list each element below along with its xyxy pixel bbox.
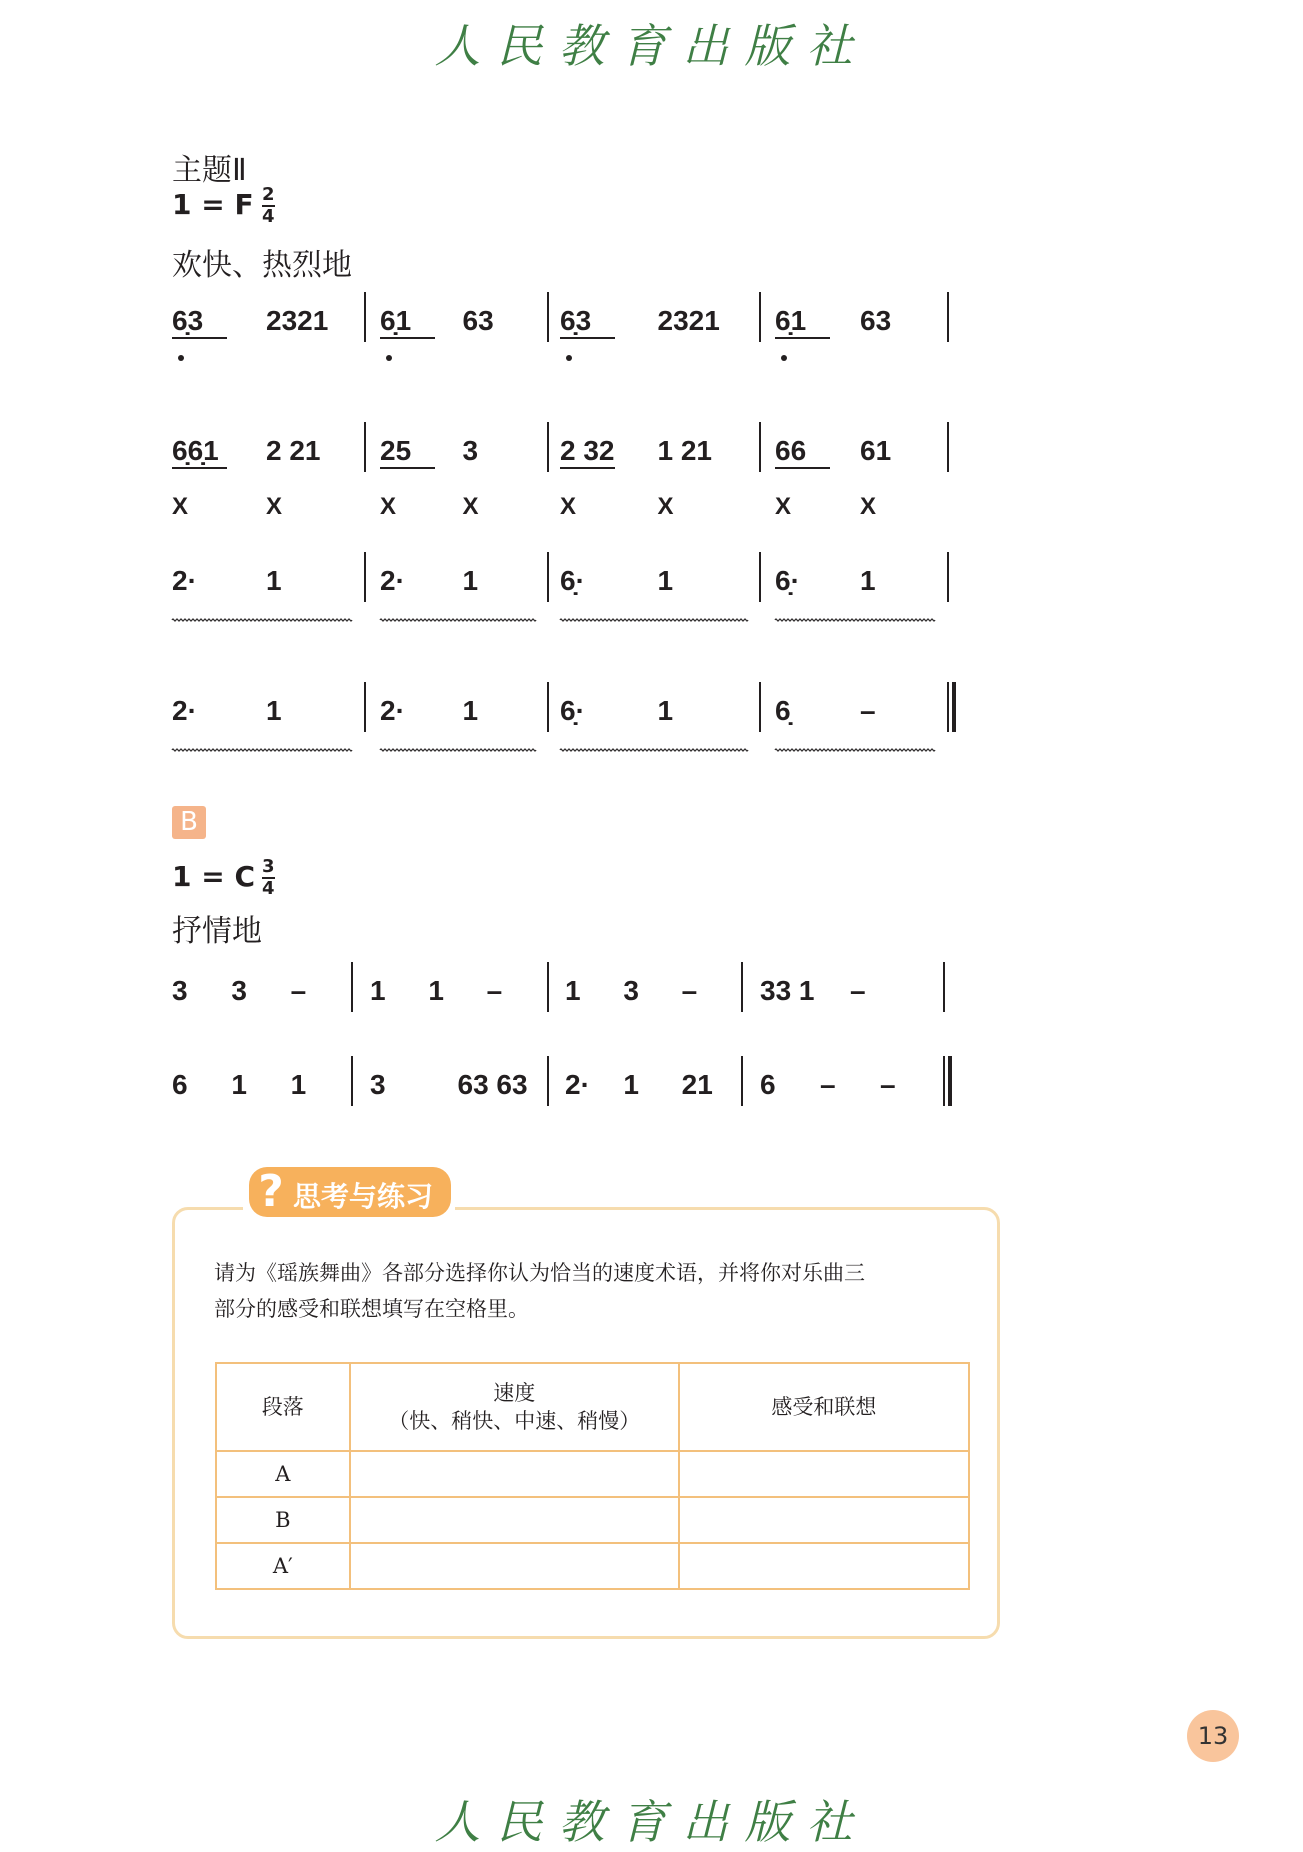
measure-note: 3 <box>623 975 639 1006</box>
measure-note: 2321 <box>266 305 329 336</box>
measure-note: 6̣1 <box>380 305 412 336</box>
exercise-title-text: 思考与练习 <box>293 1180 434 1213</box>
measure-note: 6 <box>172 1069 188 1100</box>
measure-note: – <box>486 975 503 1006</box>
trill-line <box>775 619 935 621</box>
measure-note: 6̣· <box>560 565 585 596</box>
rhythm-x: X <box>172 493 189 520</box>
key-text: 1 = C <box>172 860 255 893</box>
measure-note: 1 <box>231 1069 247 1100</box>
measure-note: 21 <box>681 1069 713 1100</box>
meter-bottom: 4 <box>262 878 275 899</box>
page-number: 13 <box>1187 1710 1239 1762</box>
question-icon: ? <box>258 1166 284 1217</box>
section-b-marker: B <box>172 806 206 839</box>
octave-dot <box>178 355 184 361</box>
row-label: B <box>216 1497 350 1543</box>
measure-note: 2· <box>380 695 405 726</box>
feelings-answer-cell[interactable] <box>679 1543 969 1589</box>
measure-note: 1 <box>266 565 282 596</box>
theme-title: 主题Ⅱ <box>172 153 247 188</box>
row-label: A <box>216 1451 350 1497</box>
measure-note: 6 <box>760 1069 776 1100</box>
row-label: A′ <box>216 1543 350 1589</box>
exercise-title <box>249 1167 451 1217</box>
measure-note: – <box>860 695 876 726</box>
key-signature-b <box>172 856 275 899</box>
rhythm-x: X <box>462 493 479 520</box>
octave-dot <box>781 355 787 361</box>
header-feelings: 感受和联想 <box>679 1363 969 1451</box>
measure-note: 2 21 <box>266 435 321 466</box>
measure-note: 6̣· <box>775 565 800 596</box>
octave-dot <box>386 355 392 361</box>
trill-line <box>172 749 352 751</box>
measure-note: 1 <box>428 975 444 1006</box>
measure-note: 3 <box>231 975 247 1006</box>
publisher-logo-top: 人民教育出版社 <box>434 19 869 73</box>
measure-note: 61 <box>860 435 892 466</box>
meter-top: 3 <box>262 856 275 877</box>
measure-note: – <box>850 975 866 1006</box>
header-tempo <box>350 1363 679 1451</box>
meter-top: 2 <box>262 184 275 205</box>
measure-note: 66 <box>775 435 807 466</box>
measure-note: 1 <box>462 695 479 726</box>
table-row <box>216 1451 969 1497</box>
measure-note: 6̣3 <box>172 305 204 336</box>
measure-note: 3 <box>172 975 188 1006</box>
measure-note: 2· <box>380 565 405 596</box>
key-text: 1 = F <box>172 188 254 221</box>
measure-note: 6̣6̣1 <box>172 435 219 466</box>
tempo-marking-a: 欢快、热烈地 <box>172 248 352 283</box>
measure-note: 6̣1 <box>775 305 807 336</box>
table-row <box>216 1543 969 1589</box>
exercise-prompt <box>214 1255 954 1327</box>
measure-note: 3 <box>462 435 479 466</box>
measure-note: – <box>820 1069 836 1100</box>
measure-note: 1 <box>266 695 282 726</box>
trill-line <box>172 619 352 621</box>
rhythm-x: X <box>775 493 792 520</box>
measure-note: 63 <box>462 305 494 336</box>
prompt-line: 请为《瑶族舞曲》各部分选择你认为恰当的速度术语，并将你对乐曲三 <box>214 1261 865 1285</box>
measure-note: 2· <box>565 1069 590 1100</box>
tempo-answer-cell[interactable] <box>350 1497 679 1543</box>
measure-note: 1 <box>462 565 479 596</box>
measure-note: 2· <box>172 565 197 596</box>
meter-bottom: 4 <box>262 206 275 227</box>
measure-note: 1 <box>860 565 876 596</box>
exercise-tab <box>243 1163 455 1221</box>
measure-note: 1 <box>370 975 386 1006</box>
publisher-logo-bottom: 人民教育出版社 <box>434 1795 869 1849</box>
feelings-answer-cell[interactable] <box>679 1497 969 1543</box>
measure-note: 6̣3 <box>560 305 592 336</box>
measure-note: 6̣ <box>775 695 791 726</box>
rhythm-x: X <box>560 493 577 520</box>
header-section: 段落 <box>216 1363 350 1451</box>
trill-line <box>380 619 536 621</box>
rhythm-x: X <box>860 493 877 520</box>
measure-note: 1 <box>657 695 674 726</box>
trill-line <box>380 749 536 751</box>
table-row <box>216 1497 969 1543</box>
rhythm-x: X <box>380 493 397 520</box>
measure-note: 1 <box>565 975 581 1006</box>
measure-note: 1 <box>623 1069 639 1100</box>
measure-note: 1 21 <box>657 435 712 466</box>
octave-dot <box>566 355 572 361</box>
measure-note: – <box>290 975 307 1006</box>
measure-note: 2 32 <box>560 435 615 466</box>
measure-note: – <box>880 1069 896 1100</box>
measure-note: 25 <box>380 435 412 466</box>
measure-note: 1 <box>290 1069 307 1100</box>
measure-note: 1 <box>657 565 674 596</box>
header-tempo-line: 速度 <box>493 1381 536 1405</box>
measure-note: – <box>681 975 698 1006</box>
measure-note: 63 <box>860 305 892 336</box>
feelings-answer-cell[interactable] <box>679 1451 969 1497</box>
trill-line <box>560 749 748 751</box>
measure-note: 63 63 <box>457 1069 528 1100</box>
measure-note: 6̣· <box>560 695 585 726</box>
exercise-table <box>215 1362 970 1590</box>
tempo-answer-cell[interactable] <box>350 1543 679 1589</box>
measure-note: 2321 <box>657 305 720 336</box>
trill-line <box>775 749 935 751</box>
measure-note: 33 1 <box>760 975 815 1006</box>
rhythm-x: X <box>657 493 674 520</box>
time-signature-b <box>262 858 275 898</box>
measure-note: 3 <box>370 1069 386 1100</box>
measure-note: 2· <box>172 695 197 726</box>
tempo-marking-b: 抒情地 <box>172 914 262 949</box>
header-tempo-line: （快、稍快、中速、稍慢） <box>388 1409 641 1433</box>
prompt-line: 部分的感受和联想填写在空格里。 <box>214 1297 529 1321</box>
trill-line <box>560 619 748 621</box>
tempo-answer-cell[interactable] <box>350 1451 679 1497</box>
rhythm-x: X <box>266 493 283 520</box>
